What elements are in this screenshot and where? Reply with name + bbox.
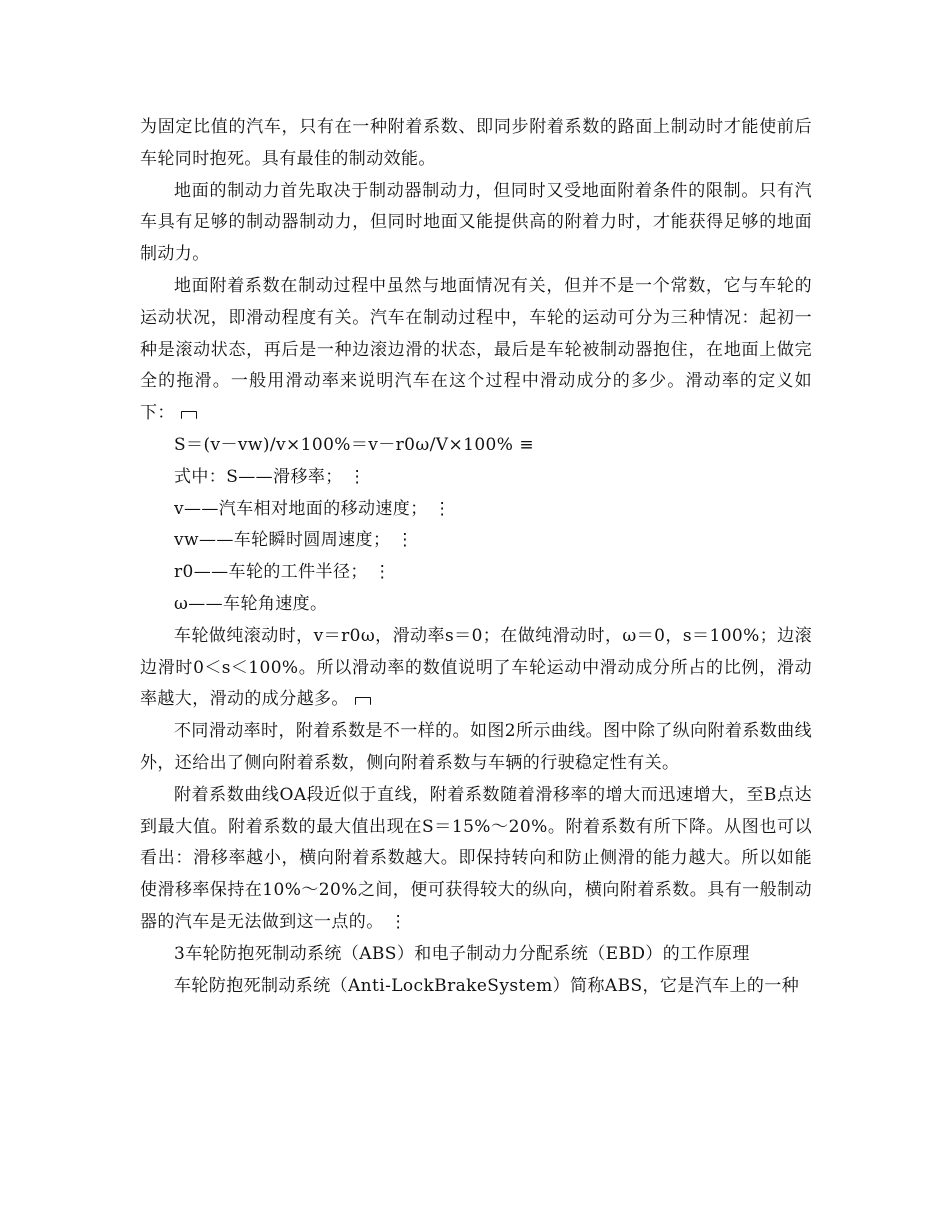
vertical-dots-mark-icon: ⋮ [348,466,366,487]
vertical-dots-mark-icon: ⋮ [373,562,391,583]
paragraph-1 [140,112,812,176]
paragraph-text: 式中：S——滑移率； [174,466,343,487]
paragraph-10 [140,621,812,716]
paragraph-text: 地面附着系数在制动过程中虽然与地面情况有关，但并不是一个常数，它与车轮的运动状况，即滑动程度有关。汽车在制动过程中，车轮的运动可分为三种情况：起初一种是滚动状态，再后是一种边滚边滑的状态，最后是车轮被制动器抱住，在地面上做完全的拖滑。一般用滑动率来说明汽车在这个过程中滑动成分的多少。滑动率的定义如下： [140,275,812,424]
paragraph-8 [140,557,812,589]
paragraph-end-mark-icon [181,411,197,419]
vertical-dots-mark-icon: ⋮ [396,530,414,551]
paragraph-12 [140,780,812,939]
paragraph-text: 车轮防抱死制动系统（Anti-LockBrakeSystem）简称ABS，它是汽车上的一种 [174,975,800,996]
paragraph-text: v——汽车相对地面的移动速度； [174,498,428,519]
paragraph-5 [140,462,812,494]
paragraph-9 [140,589,812,621]
paragraph-text: r0——车轮的工件半径； [174,562,368,583]
paragraph-text: S＝(v－vw)/v×100%＝v－r0ω/V×100% [174,434,514,455]
paragraph-2 [140,176,812,271]
paragraph-end-mark-icon [355,697,371,705]
paragraph-text: 附着系数曲线OA段近似于直线，附着系数随着滑移率的增大而迅速增大，至B点达到最大值。附着系数的最大值出现在S＝15%～20%。附着系数有所下降。从图也可以看出：滑移率越小，横向附着系数越大。即保持转向和防止侧滑的能力越大。所以如能使滑移率保持在10%～20%之间，便可获得较大的纵向，横向附着系数。具有一般制动器的汽车是无法做到这一点的。 [140,784,812,932]
paragraph-text: ω——车轮角速度。 [174,593,328,614]
paragraph-text: vw——车轮瞬时圆周速度； [174,530,391,551]
paragraph-7 [140,525,812,557]
paragraph-11 [140,716,812,780]
paragraph-4 [140,430,812,462]
vertical-dots-mark-icon: ⋮ [433,498,451,519]
paragraph-14 [140,971,812,1003]
vertical-dots-mark-icon: ⋮ [389,911,407,932]
paragraph-text: 3车轮防抱死制动系统（ABS）和电子制动力分配系统（EBD）的工作原理 [174,943,750,964]
paragraph-text: 为固定比值的汽车，只有在一种附着系数、即同步附着系数的路面上制动时才能使前后车轮同时抱死。具有最佳的制动效能。 [140,117,812,169]
paragraph-text: 不同滑动率时，附着系数是不一样的。如图2所示曲线。图中除了纵向附着系数曲线外，还给出了侧向附着系数，侧向附着系数与车辆的行驶稳定性有关。 [140,721,812,773]
paragraph-text: 地面的制动力首先取决于制动器制动力，但同时又受地面附着条件的限制。只有汽车具有足够的制动器制动力，但同时地面又能提供高的附着力时，才能获得足够的地面制动力。 [140,180,812,265]
document-body [140,112,812,1002]
paragraph-3 [140,271,812,430]
equals-mark-icon: ≡ [519,434,534,455]
paragraph-6 [140,494,812,526]
paragraph-13 [140,939,812,971]
paragraph-text: 车轮做纯滚动时，v＝r0ω，滑动率s＝0；在做纯滑动时，ω＝0，s＝100%；边滚边滑时0＜s＜100%。所以滑动率的数值说明了车轮运动中滑动成分所占的比例，滑动率越大，滑动的成分越多。 [140,625,812,710]
